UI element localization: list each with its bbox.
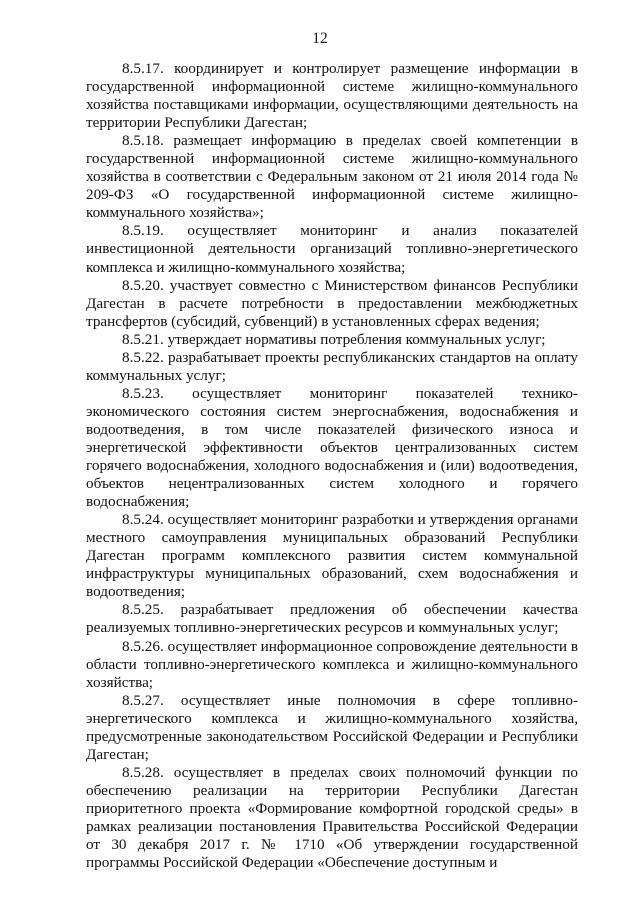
paragraph-8-5-20 [86,277,578,331]
paragraph-8-5-23 [86,385,578,511]
paragraph-8-5-27 [86,692,578,764]
paragraph-8-5-17 [86,60,578,132]
paragraph-text: осуществляет мониторинг и анализ показателей инвестиционной деятельности организаций топливно-энергетического комплекса и жилищно-коммунального хозяйства; [86,222,578,276]
paragraph-text: координирует и контролирует размещение информации в государственной информационной системе жилищно-коммунального хозяйства поставщиками информации, осуществляющими деятельность на территории Республики Дагестан; [86,60,578,132]
paragraph-text: осуществляет мониторинг разработки и утверждения органами местного самоуправления муниципальных образований Республики Дагестан программ комплексного развития систем коммунальной инфраструктуры муниципальных образований, схем водоснабжения и водоотведения; [86,511,579,601]
paragraph-8-5-19 [86,222,578,276]
paragraph-number: 8.5.28. [122,763,164,781]
paragraph-number: 8.5.20. [122,276,164,294]
paragraph-text: участвует совместно с Министерством финансов Республики Дагестан в расчете потребности в предоставлении межбюджетных трансфертов (субсидий, субвенций) в установленных сферах ведения; [86,276,579,330]
paragraph-8-5-25 [86,601,578,637]
paragraph-number: 8.5.25. [122,601,164,619]
paragraph-8-5-28 [86,764,578,872]
page-number: 12 [312,30,328,47]
paragraph-text: осуществляет информационное сопровождение деятельности в области топливно-энергетического комплекса и жилищно-коммунального хозяйства; [86,637,578,691]
paragraph-8-5-24 [86,511,578,601]
paragraph-text: разрабатывает предложения об обеспечении качества реализуемых топливно-энергетических ресурсов и коммунальных услуг; [86,601,578,637]
paragraph-text: утверждает нормативы потребления коммунальных услуг; [167,330,546,348]
paragraph-number: 8.5.17. [122,60,164,77]
paragraph-number: 8.5.21. [122,330,164,348]
paragraph-number: 8.5.19. [122,222,164,240]
paragraph-number: 8.5.24. [122,511,164,529]
document-body [86,60,578,872]
paragraph-number: 8.5.23. [122,384,164,402]
paragraph-text: осуществляет мониторинг показателей технико-экономического состояния систем энергоснабжения, водоснабжения и водоотведения, в том числе показателей физического износа и энергетической эффективности объектов централизованных систем горячего водоснабжения, холодного водоснабжения и (или) водоотведения, объектов нецентрализованных систем холодного и горячего водоснабжения; [86,384,578,511]
paragraph-number: 8.5.22. [122,348,164,366]
paragraph-number: 8.5.18. [122,132,164,150]
paragraph-8-5-21 [86,331,578,349]
paragraph-8-5-22 [86,349,578,385]
paragraph-text: осуществляет в пределах своих полномочий функции по обеспечению реализации на территории Республики Дагестан приоритетного проекта «Формирование комфортной городской среды» в рамках реализации постановления Правительства Российской Федерации от 30 декабря 2017 г. № 1710 «Об утверждении государственной программы Российской Федерации «Обеспечение доступным и [86,763,578,872]
paragraph-text: осуществляет иные полномочия в сфере топливно-энергетического комплекса и жилищно-коммунального хозяйства, предусмотренные законодательством Российской Федерации и Республики Дагестан; [86,691,578,763]
paragraph-text: размещает информацию в пределах своей компетенции в государственной информационной системе жилищно-коммунального хозяйства в соответствии с Федеральным законом от 21 июля 2014 года № 209-ФЗ «О государственной информационной системе жилищно-коммунального хозяйства»; [86,132,578,222]
paragraph-8-5-26 [86,638,578,692]
paragraph-text: разрабатывает проекты республиканских стандартов на оплату коммунальных услуг; [86,348,578,384]
paragraph-number: 8.5.27. [122,691,164,709]
paragraph-8-5-18 [86,132,578,222]
paragraph-number: 8.5.26. [122,637,164,655]
